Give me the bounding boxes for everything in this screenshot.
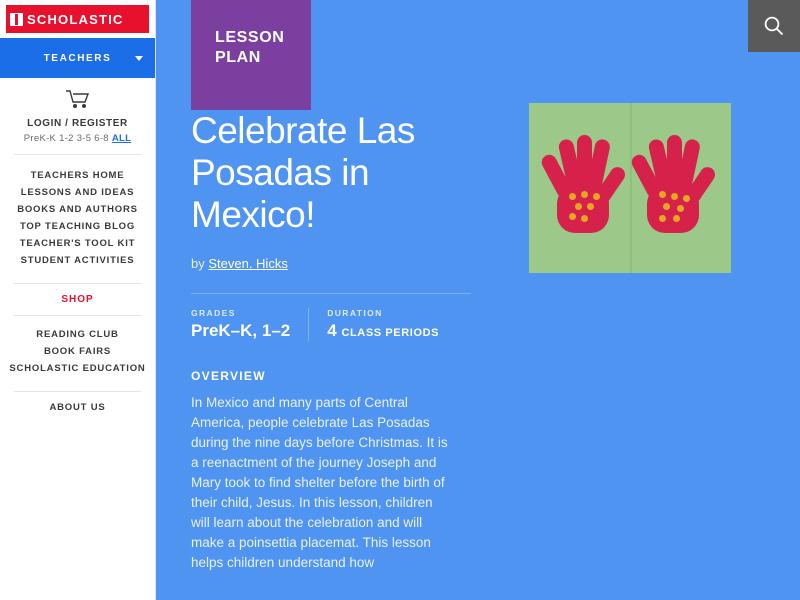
logo-text: SCHOLASTIC [27, 11, 124, 27]
meta-grades-label: GRADES [191, 308, 236, 318]
scholastic-book-icon [10, 13, 23, 26]
sidebar-item-teachers-tool-kit[interactable]: TEACHER'S TOOL KIT [19, 238, 136, 249]
sidebar-item-top-teaching-blog[interactable]: TOP TEACHING BLOG [19, 221, 136, 232]
sidebar-section-teachers[interactable] [0, 38, 155, 78]
search-button[interactable] [748, 0, 800, 52]
shopping-cart-icon [65, 89, 91, 109]
badge-line-1: LESSON [215, 29, 285, 46]
cart-button[interactable] [0, 78, 155, 114]
byline [191, 256, 491, 271]
sidebar [0, 0, 156, 600]
divider [14, 283, 141, 284]
meta-grades [191, 308, 308, 341]
handprint-right [633, 135, 711, 239]
sidebar-item-reading-club[interactable]: READING CLUB [36, 329, 119, 340]
divider [14, 315, 141, 316]
sidebar-item-shop[interactable]: SHOP [61, 294, 94, 305]
sidebar-item-student-activities[interactable]: STUDENT ACTIVITIES [20, 255, 135, 266]
sidebar-nav-secondary [0, 322, 155, 385]
grade-filter[interactable] [14, 133, 141, 155]
sidebar-section-label: TEACHERS [43, 52, 112, 64]
meta-duration [308, 308, 457, 341]
author-link[interactable]: Steven. Hicks [208, 256, 288, 271]
grade-filter-levels: PreK-K 1-2 3-5 6-8 [23, 133, 112, 144]
badge-line-2: PLAN [215, 49, 261, 66]
article-meta [191, 308, 491, 341]
handprint-left [543, 135, 621, 239]
sidebar-item-about-us[interactable]: ABOUT US [49, 402, 106, 413]
page-title: Celebrate Las Posadas in Mexico! [191, 110, 415, 235]
divider [191, 293, 471, 294]
chevron-down-icon [135, 56, 143, 61]
article-content [191, 110, 491, 573]
byline-prefix: by [191, 256, 209, 271]
meta-duration-value [327, 321, 439, 341]
hero-image [529, 103, 731, 273]
divider [14, 391, 141, 392]
overview-heading: OVERVIEW [191, 369, 266, 383]
sidebar-nav-primary [0, 155, 155, 277]
sidebar-item-lessons-and-ideas[interactable]: LESSONS AND IDEAS [20, 187, 135, 198]
search-icon [763, 15, 785, 37]
meta-duration-unit: CLASS PERIODS [341, 327, 440, 339]
lesson-plan-badge [191, 0, 311, 110]
login-register-link[interactable]: LOGIN / REGISTER [27, 118, 128, 129]
sidebar-item-scholastic-education[interactable]: SCHOLASTIC EDUCATION [9, 363, 146, 374]
sidebar-item-book-fairs[interactable]: BOOK FAIRS [43, 346, 112, 357]
site-logo[interactable] [0, 0, 155, 38]
overview-text: In Mexico and many parts of Central America, people celebrate Las Posadas during the nine days before Christmas. It is a reenactment of the journey Joseph and Mary took to find shelter before the birth of their child, Jesus. In this lesson, children will learn about the celebration and will make a poinsettia placemat. This lesson helps children understand how [191, 395, 448, 570]
sidebar-item-books-and-authors[interactable]: BOOKS AND AUTHORS [17, 204, 138, 215]
paper-fold [630, 103, 632, 273]
sidebar-item-teachers-home[interactable]: TEACHERS HOME [30, 170, 125, 181]
meta-duration-number: 4 [327, 321, 337, 340]
grade-filter-all[interactable]: ALL [111, 133, 132, 144]
meta-duration-label: DURATION [327, 308, 383, 318]
meta-grades-value: PreK–K, 1–2 [191, 321, 291, 340]
